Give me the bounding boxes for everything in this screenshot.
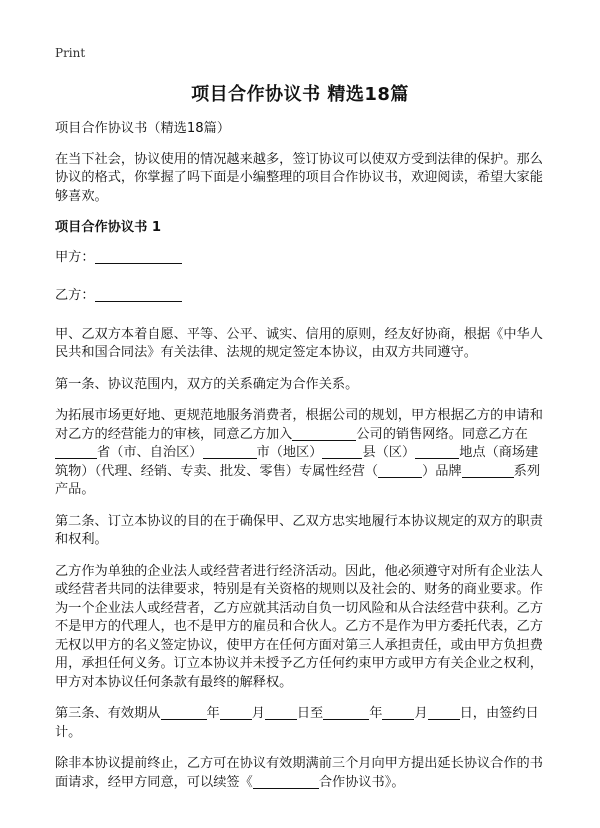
end-day-blank xyxy=(428,705,460,720)
scope-paragraph xyxy=(55,407,550,500)
article-1: 第一条、协议范围内，双方的关系确定为合作关系。 xyxy=(55,376,359,392)
scope-text-5: 县（区） xyxy=(362,445,416,460)
scope-text-6: 地点（商场建筑物）（代理、经销、专卖、批发、零售）专属性经营（ xyxy=(55,445,539,479)
term-text-6: 月 xyxy=(414,706,428,721)
renewal-text-1: 除非本协议提前终止，乙方可在协议有效期满前三个月向甲方提出延长协议合作的书面请求，经甲方同意，可以续签《 xyxy=(55,756,543,790)
renewal-text-2: 合作协议书》。 xyxy=(318,774,405,790)
end-year-blank xyxy=(323,705,369,720)
party-b-blank xyxy=(95,287,182,302)
party-a-line xyxy=(55,249,550,268)
renewal-paragraph xyxy=(55,755,550,792)
start-day-blank xyxy=(265,705,297,720)
term-text-4: 日至 xyxy=(296,706,324,721)
party-b-line xyxy=(55,287,550,306)
legal-status-paragraph: 乙方作为单独的企业法人或经营者进行经济活动。因此，他必须遵守对所有企业法人或经营者共同的法律要求，特别是有关资格的规则以及社会的、财务的商业要求。作为一个企业法人或经营者，乙方应就其活动自负一切风险和从合法经营中获利。乙方不是甲方的代理人，也不是甲方的雇员和合伙人。乙方不是作为甲方委托代表，乙方无权以甲方的名义签定协议，使甲方在任何方面对第三人承担责任，或由甲方负担费用，承担任何义务。订立本协议并未授予乙方任何约束甲方或甲方有关企业之权利，甲方对本协议任何条款有最终的解释权。 xyxy=(55,563,543,690)
section-heading: 项目合作协议书 1 xyxy=(55,220,162,235)
scope-text-3: 省（市、自治区） xyxy=(97,445,203,460)
county-blank xyxy=(322,444,362,459)
location-blank xyxy=(415,444,459,459)
print-link[interactable]: Print xyxy=(55,46,86,60)
party-b-label: 乙方： xyxy=(55,288,95,303)
scope-text-4: 市（地区） xyxy=(256,445,323,460)
principles-paragraph: 甲、乙双方本着自愿、平等、公平、诚实、信用的原则，经友好协商，根据《中华人民共和国合同法》有关法律、法规的规定签定本协议，由双方共同遵守。 xyxy=(55,326,543,360)
document-body xyxy=(55,120,550,805)
start-month-blank xyxy=(220,705,252,720)
province-blank xyxy=(55,444,97,459)
scope-text-2: 公司的销售网络。同意乙方在 xyxy=(356,426,528,442)
term-text-5: 年 xyxy=(369,706,383,721)
party-a-blank xyxy=(95,249,182,264)
scope-text-8: 系列产品。 xyxy=(55,463,541,497)
scope-text-7: ）品牌 xyxy=(422,463,462,479)
intro-paragraph: 在当下社会，协议使用的情况越来越多，签订协议可以使双方受到法律的保护。那么协议的格式，你掌握了吗下面是小编整理的项目合作协议书，欢迎阅读，希望大家能够喜欢。 xyxy=(55,151,543,204)
start-year-blank xyxy=(161,705,207,720)
term-text-7: 日，由签约日计。 xyxy=(55,706,539,740)
term-text-2: 年 xyxy=(206,706,220,721)
term-text-1: 第三条、有效期从 xyxy=(55,706,161,721)
term-text-3: 月 xyxy=(251,706,265,721)
end-month-blank xyxy=(382,705,414,720)
document-subtitle: 项目合作协议书（精选18篇） xyxy=(55,121,231,136)
page-title: 项目合作协议书 精选18篇 xyxy=(191,84,409,105)
series-blank xyxy=(462,463,514,478)
article-2: 第二条、订立本协议的目的在于确保甲、乙双方忠实地履行本协议规定的双方的职责和权利。 xyxy=(55,513,543,547)
party-a-label: 甲方： xyxy=(55,249,95,265)
city-blank xyxy=(203,444,257,459)
company-blank xyxy=(292,426,356,441)
agreement-name-blank xyxy=(253,774,319,789)
brand-blank xyxy=(378,463,422,478)
article-3 xyxy=(55,705,550,742)
scope-text-1: 为拓展市场更好地、更规范地服务消费者，根据公司的规划，甲方根据乙方的申请和对乙方的经营能力的审核，同意乙方加入 xyxy=(55,408,543,442)
